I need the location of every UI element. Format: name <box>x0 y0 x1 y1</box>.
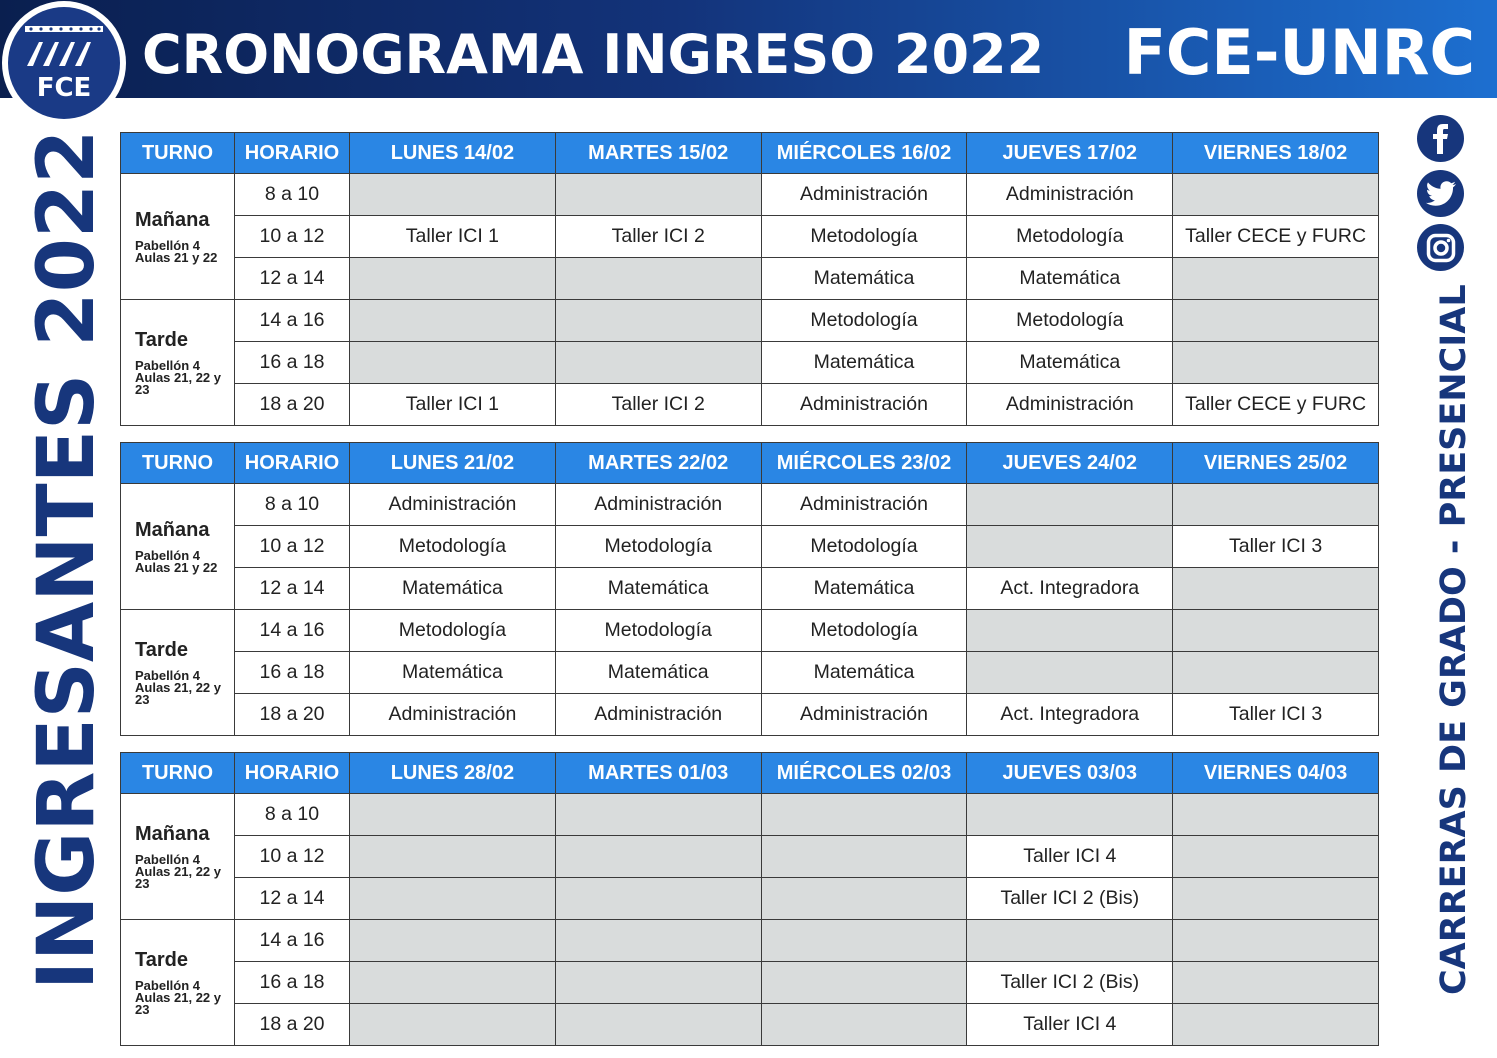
empty-cell <box>555 174 761 216</box>
time-cell: 16 a 18 <box>235 342 350 384</box>
empty-cell <box>350 300 556 342</box>
turno-location: Pabellón 4 Aulas 21, 22 y 23 <box>135 668 221 707</box>
schedule-week-2 <box>120 442 1379 736</box>
class-cell: Administración <box>761 694 967 736</box>
page-title: CRONOGRAMA INGRESO 2022 <box>142 23 1045 86</box>
class-cell: Metodología <box>761 300 967 342</box>
turno-cell <box>121 610 235 736</box>
class-cell: Metodología <box>761 216 967 258</box>
empty-cell <box>761 878 967 920</box>
facebook-icon[interactable] <box>1417 115 1464 162</box>
class-cell: Matemática <box>761 652 967 694</box>
twitter-icon[interactable] <box>1417 170 1464 217</box>
turno-location: Pabellón 4 Aulas 21 y 22 <box>135 548 218 575</box>
instagram-icon[interactable] <box>1417 224 1464 271</box>
turno-cell <box>121 920 235 1046</box>
column-header: LUNES 21/02 <box>350 443 556 484</box>
class-cell: Taller ICI 4 <box>967 836 1173 878</box>
class-cell: Taller CECE y FURC <box>1173 216 1379 258</box>
empty-cell <box>1173 920 1379 962</box>
class-cell: Administración <box>967 384 1173 426</box>
empty-cell <box>1173 484 1379 526</box>
empty-cell <box>1173 174 1379 216</box>
empty-cell <box>1173 652 1379 694</box>
class-cell: Administración <box>555 694 761 736</box>
org-name: FCE-UNRC <box>1123 16 1475 89</box>
empty-cell <box>555 836 761 878</box>
time-cell: 16 a 18 <box>235 962 350 1004</box>
time-cell: 18 a 20 <box>235 384 350 426</box>
empty-cell <box>761 1004 967 1046</box>
empty-cell <box>350 342 556 384</box>
column-header: HORARIO <box>235 133 350 174</box>
empty-cell <box>967 526 1173 568</box>
empty-cell <box>761 920 967 962</box>
empty-cell <box>350 836 556 878</box>
column-header: HORARIO <box>235 443 350 484</box>
class-cell: Metodología <box>555 526 761 568</box>
time-cell: 12 a 14 <box>235 878 350 920</box>
time-cell: 10 a 12 <box>235 526 350 568</box>
column-header: MARTES 15/02 <box>555 133 761 174</box>
schedule-row <box>121 1004 1379 1046</box>
class-cell: Taller CECE y FURC <box>1173 384 1379 426</box>
column-header: VIERNES 25/02 <box>1173 443 1379 484</box>
class-cell: Taller ICI 3 <box>1173 694 1379 736</box>
empty-cell <box>555 878 761 920</box>
turno-name: Tarde <box>135 639 188 661</box>
column-header: HORARIO <box>235 753 350 794</box>
fce-logo <box>2 1 126 125</box>
time-cell: 8 a 10 <box>235 174 350 216</box>
schedule-row <box>121 526 1379 568</box>
turno-location: Pabellón 4 Aulas 21, 22 y 23 <box>135 978 221 1017</box>
time-cell: 10 a 12 <box>235 216 350 258</box>
class-cell: Matemática <box>350 652 556 694</box>
empty-cell <box>555 258 761 300</box>
empty-cell <box>1173 258 1379 300</box>
header-row <box>121 443 1379 484</box>
time-cell: 18 a 20 <box>235 694 350 736</box>
schedule-week-3 <box>120 752 1379 1046</box>
class-cell: Administración <box>761 384 967 426</box>
time-cell: 14 a 16 <box>235 920 350 962</box>
schedule-row <box>121 216 1379 258</box>
schedule-row <box>121 836 1379 878</box>
column-header: VIERNES 18/02 <box>1173 133 1379 174</box>
class-cell: Taller ICI 2 <box>555 384 761 426</box>
time-cell: 10 a 12 <box>235 836 350 878</box>
class-cell: Taller ICI 4 <box>967 1004 1173 1046</box>
schedule-row <box>121 258 1379 300</box>
schedule-row <box>121 174 1379 216</box>
empty-cell <box>967 652 1173 694</box>
fce-emblem-icon <box>19 18 109 108</box>
empty-cell <box>1173 568 1379 610</box>
class-cell: Taller ICI 3 <box>1173 526 1379 568</box>
class-cell: Administración <box>967 174 1173 216</box>
column-header: VIERNES 04/03 <box>1173 753 1379 794</box>
empty-cell <box>761 836 967 878</box>
column-header: MIÉRCOLES 16/02 <box>761 133 967 174</box>
empty-cell <box>967 484 1173 526</box>
class-cell: Metodología <box>350 610 556 652</box>
turno-name: Mañana <box>135 519 210 541</box>
turno-name: Tarde <box>135 949 188 971</box>
empty-cell <box>350 174 556 216</box>
empty-cell <box>1173 342 1379 384</box>
header-row <box>121 133 1379 174</box>
empty-cell <box>555 300 761 342</box>
column-header: MARTES 22/02 <box>555 443 761 484</box>
class-cell: Metodología <box>967 300 1173 342</box>
schedule-row <box>121 384 1379 426</box>
empty-cell <box>967 920 1173 962</box>
empty-cell <box>1173 794 1379 836</box>
column-header: MIÉRCOLES 23/02 <box>761 443 967 484</box>
class-cell: Taller ICI 1 <box>350 216 556 258</box>
class-cell: Metodología <box>350 526 556 568</box>
schedule-row <box>121 342 1379 384</box>
empty-cell <box>967 610 1173 652</box>
time-cell: 16 a 18 <box>235 652 350 694</box>
schedule-row <box>121 484 1379 526</box>
class-cell: Taller ICI 2 (Bis) <box>967 962 1173 1004</box>
empty-cell <box>555 794 761 836</box>
column-header: LUNES 28/02 <box>350 753 556 794</box>
class-cell: Matemática <box>761 258 967 300</box>
schedule-row <box>121 568 1379 610</box>
class-cell: Metodología <box>967 216 1173 258</box>
header-row <box>121 753 1379 794</box>
class-cell: Taller ICI 2 <box>555 216 761 258</box>
class-cell: Metodología <box>555 610 761 652</box>
turno-cell <box>121 174 235 300</box>
header-banner <box>0 0 1497 98</box>
class-cell: Taller ICI 1 <box>350 384 556 426</box>
empty-cell <box>350 258 556 300</box>
column-header: TURNO <box>121 133 235 174</box>
empty-cell <box>350 794 556 836</box>
turno-location: Pabellón 4 Aulas 21, 22 y 23 <box>135 358 221 397</box>
class-cell: Taller ICI 2 (Bis) <box>967 878 1173 920</box>
schedule-row <box>121 794 1379 836</box>
class-cell: Act. Integradora <box>967 568 1173 610</box>
empty-cell <box>761 794 967 836</box>
empty-cell <box>350 878 556 920</box>
schedule-row <box>121 694 1379 736</box>
schedule-row <box>121 962 1379 1004</box>
column-header: MARTES 01/03 <box>555 753 761 794</box>
time-cell: 12 a 14 <box>235 568 350 610</box>
turno-location: Pabellón 4 Aulas 21 y 22 <box>135 238 218 265</box>
column-header: MIÉRCOLES 02/03 <box>761 753 967 794</box>
turno-name: Tarde <box>135 329 188 351</box>
turno-cell <box>121 300 235 426</box>
empty-cell <box>761 962 967 1004</box>
time-cell: 8 a 10 <box>235 794 350 836</box>
empty-cell <box>350 920 556 962</box>
column-header: LUNES 14/02 <box>350 133 556 174</box>
empty-cell <box>555 920 761 962</box>
empty-cell <box>1173 300 1379 342</box>
turno-name: Mañana <box>135 823 210 845</box>
logo-text: FCE <box>36 73 92 103</box>
schedule-row <box>121 878 1379 920</box>
time-cell: 14 a 16 <box>235 610 350 652</box>
empty-cell <box>555 1004 761 1046</box>
time-cell: 8 a 10 <box>235 484 350 526</box>
column-header: TURNO <box>121 443 235 484</box>
schedule-row <box>121 610 1379 652</box>
empty-cell <box>350 962 556 1004</box>
class-cell: Matemática <box>967 258 1173 300</box>
turno-location: Pabellón 4 Aulas 21, 22 y 23 <box>135 852 221 891</box>
column-header: TURNO <box>121 753 235 794</box>
column-header: JUEVES 17/02 <box>967 133 1173 174</box>
side-title-left: INGRESANTES 2022 <box>22 129 112 990</box>
class-cell: Metodología <box>761 610 967 652</box>
class-cell: Administración <box>350 484 556 526</box>
class-cell: Administración <box>761 174 967 216</box>
class-cell: Matemática <box>967 342 1173 384</box>
schedule-week-1 <box>120 132 1379 426</box>
class-cell: Metodología <box>761 526 967 568</box>
class-cell: Matemática <box>555 652 761 694</box>
schedule-row <box>121 920 1379 962</box>
class-cell: Matemática <box>350 568 556 610</box>
empty-cell <box>1173 962 1379 1004</box>
class-cell: Matemática <box>761 568 967 610</box>
turno-name: Mañana <box>135 209 210 231</box>
schedule-row <box>121 652 1379 694</box>
time-cell: 14 a 16 <box>235 300 350 342</box>
empty-cell <box>350 1004 556 1046</box>
time-cell: 12 a 14 <box>235 258 350 300</box>
empty-cell <box>1173 878 1379 920</box>
empty-cell <box>1173 1004 1379 1046</box>
turno-cell <box>121 794 235 920</box>
empty-cell <box>967 794 1173 836</box>
empty-cell <box>1173 610 1379 652</box>
class-cell: Matemática <box>761 342 967 384</box>
class-cell: Administración <box>350 694 556 736</box>
empty-cell <box>555 962 761 1004</box>
schedule-row <box>121 300 1379 342</box>
time-cell: 18 a 20 <box>235 1004 350 1046</box>
class-cell: Administración <box>761 484 967 526</box>
empty-cell <box>555 342 761 384</box>
class-cell: Administración <box>555 484 761 526</box>
column-header: JUEVES 24/02 <box>967 443 1173 484</box>
column-header: JUEVES 03/03 <box>967 753 1173 794</box>
class-cell: Matemática <box>555 568 761 610</box>
empty-cell <box>1173 836 1379 878</box>
side-title-right: CARRERAS DE GRADO - PRESENCIAL <box>1434 284 1474 995</box>
turno-cell <box>121 484 235 610</box>
class-cell: Act. Integradora <box>967 694 1173 736</box>
